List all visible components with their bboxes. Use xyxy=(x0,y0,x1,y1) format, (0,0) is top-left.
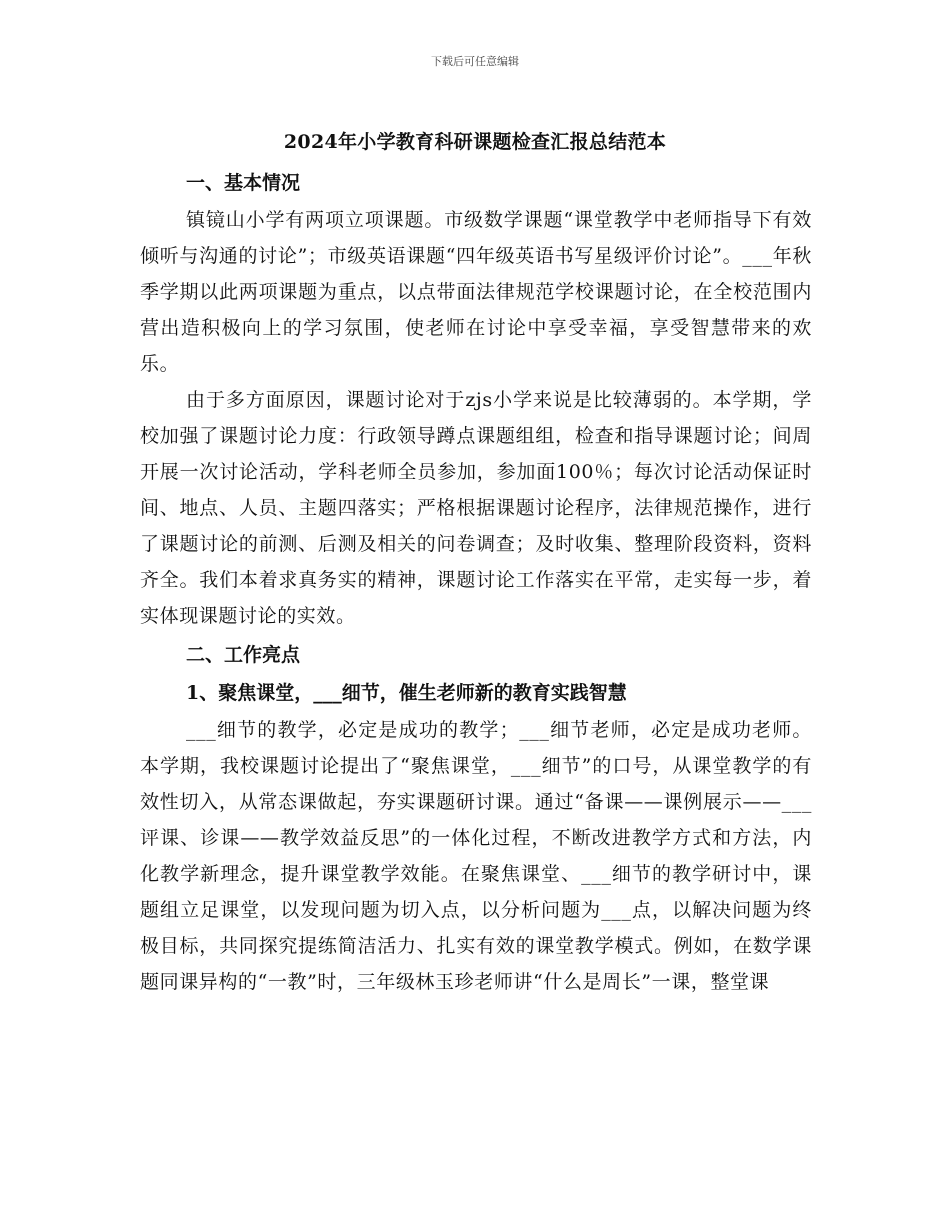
document-title: 2024年小学教育科研课题检查汇报总结范本 xyxy=(283,131,667,153)
document-body xyxy=(140,164,812,1000)
paragraph: ___细节的教学，必定是成功的教学；___细节老师，必定是成功老师。本学期，我校课题讨论提出了“聚焦课堂，___细节”的口号，从课堂教学的有效性切入，从常态课做起，夯实课题研讨课。通过“备课——课例展示——___评课、诊课——教学效益反思”的一体化过程，不断改进教学方式和方法，内化教学新理念，提升课堂教学效能。在聚焦课堂、___细节的教学研讨中，课题组立足课堂，以发现问题为切入点，以分析问题为___点，以解决问题为终极目标，共同探究提练简洁活力、扎实有效的课堂教学模式。例如，在数学课题同课异构的“一教”时，三年级林玉珍老师讲“什么是周长”一课，整堂课 xyxy=(140,719,812,993)
paragraph: 镇镜山小学有两项立项课题。市级数学课题“课堂教学中老师指导下有效倾听与沟通的讨论”；市级英语课题“四年级英语书写星级评价讨论”。___年秋季学期以此两项课题为重点，以点带面法律规范学校课题讨论，在全校范围内营出造积极向上的学习氛围，使老师在讨论中享受幸福，享受智慧带来的欢乐。 xyxy=(140,209,812,375)
paragraph: 由于多方面原因，课题讨论对于zjs小学来说是比较薄弱的。本学期，学校加强了课题讨论力度：行政领导蹲点课题组组，检查和指导课题讨论；间周开展一次讨论活动，学科老师全员参加，参加面100％；每次讨论活动保证时间、地点、人员、主题四落实；严格根据课题讨论程序，法律规范操作，进行了课题讨论的前测、后测及相关的问卷调查；及时收集、整理阶段资料，资料齐全。我们本着求真务实的精神，课题讨论工作落实在平常，走实每一步，着实体现课题讨论的实效。 xyxy=(140,389,812,627)
section-heading-highlights: 二、工作亮点 xyxy=(186,644,301,666)
header-note: 下载后可任意编辑 xyxy=(431,55,519,68)
section-heading-basic-info: 一、基本情况 xyxy=(186,172,301,194)
subsection-heading: 1、聚焦课堂，___细节，催生老师新的教育实践智慧 xyxy=(186,682,627,704)
